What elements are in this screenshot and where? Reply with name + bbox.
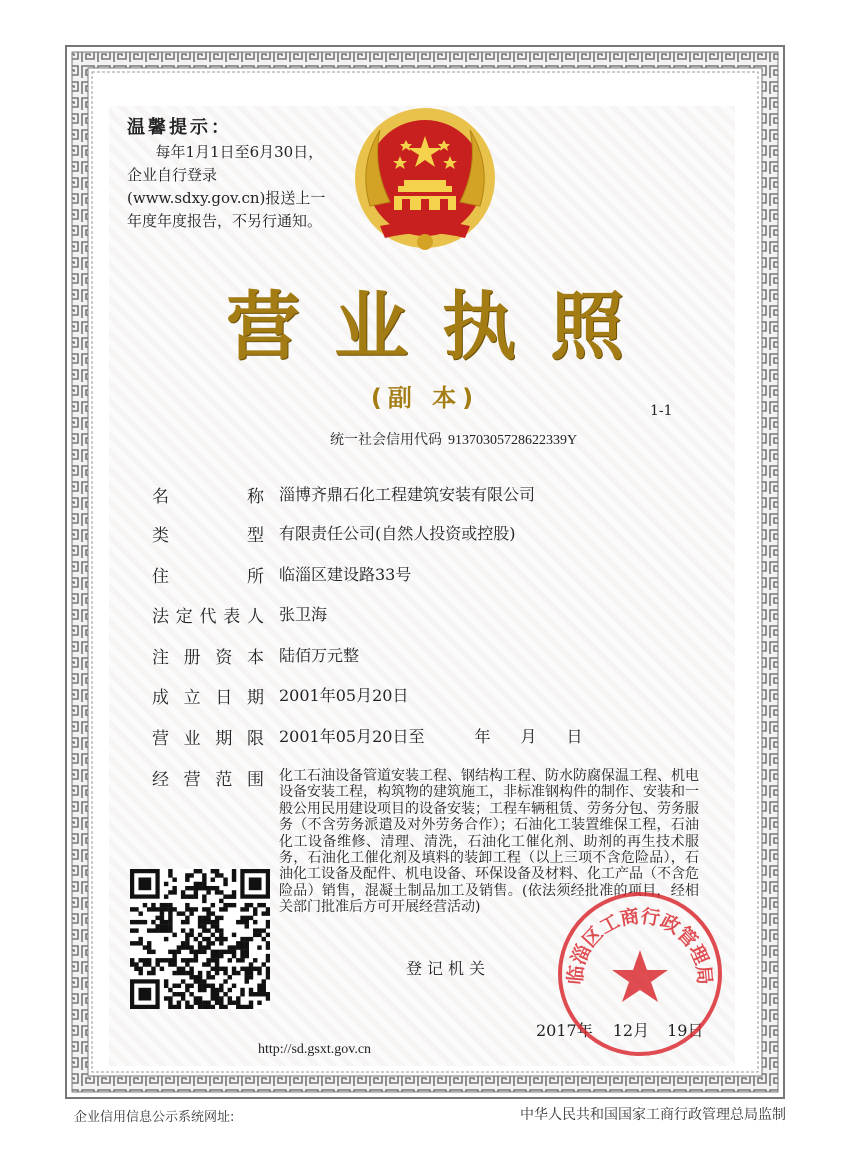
- business-term: 2001年05月20日至 年 月 日: [279, 727, 583, 746]
- business-scope: 化工石油设备管道安装工程、钢结构工程、防水防腐保温工程、机电设备安装工程，构筑物的建筑施工，非标准钢构件的制作、安装和一般公用民用建设项目的设备安装；工程车辆租赁、劳务分包、劳务服务（不含劳务派遣及对外劳务合作）；石油化工装置维保工程，石油化工设备维修、清理、清洗，石油化工催化剂、助剂的再生技术服务，石油化工催化剂及填料的装卸工程（以上三项不含危险品），石油化工设备及配件、机电设备、环保设备及材料、化工产品（不含危险品）销售，混凝土制品加工及销售。(依法须经批准的项目，经相关部门批准后方可开展经营活动): [279, 768, 699, 916]
- svg-text:临淄区工商行政管理局: 临淄区工商行政管理局: [564, 905, 716, 986]
- verification-url: http://sd.gsxt.gov.cn: [258, 1042, 372, 1057]
- credit-code-value: 91370305728622339Y: [448, 433, 578, 448]
- national-emblem-icon: [350, 106, 500, 256]
- registered-capital: 陆佰万元整: [279, 646, 360, 665]
- license-title: 营业执照: [226, 284, 658, 370]
- license-subtitle: (副 本): [370, 384, 480, 412]
- star-icon: [612, 950, 668, 1002]
- company-address: 临淄区建设路33号: [279, 565, 412, 584]
- credit-code-label: 统一社会信用代码: [330, 432, 442, 448]
- copy-number: 1-1: [650, 403, 673, 419]
- company-name: 淄博齐鼎石化工程建筑安装有限公司: [279, 485, 536, 504]
- field-label: 营 业 期 限: [152, 729, 264, 749]
- footer-supervisor: 中华人民共和国国家工商行政管理总局监制: [520, 1107, 786, 1123]
- legal-representative: 张卫海: [279, 605, 328, 624]
- field-label: 类 型: [152, 526, 264, 546]
- field-label: 经 营 范 围: [152, 770, 264, 790]
- established-date: 2001年05月20日: [279, 686, 409, 705]
- official-seal-icon: [556, 890, 724, 1058]
- company-type: 有限责任公司(自然人投资或控股): [279, 524, 516, 543]
- issue-date: 2017年 12月 19日: [536, 1021, 704, 1040]
- field-label: 名 称: [152, 487, 264, 507]
- field-label: 成 立 日 期: [152, 688, 264, 708]
- footer-system-url-label: 企业信用信息公示系统网址:: [74, 1110, 235, 1125]
- field-label: 法 定 代 表 人: [152, 607, 264, 627]
- field-label: 注 册 资 本: [152, 648, 264, 668]
- reminder-title: 温馨提示：: [127, 117, 232, 138]
- registration-authority: 登记机关: [406, 959, 491, 978]
- qr-code-icon: [130, 869, 270, 1009]
- credit-code: [330, 429, 577, 449]
- reminder-body: 每年1月1日至6月30日，企业自行登录(www.sdxy.gov.cn)报送上一年度年度报告，不另行通知。: [127, 143, 326, 230]
- reminder-notice: [127, 113, 337, 233]
- field-label: 住 所: [152, 567, 264, 587]
